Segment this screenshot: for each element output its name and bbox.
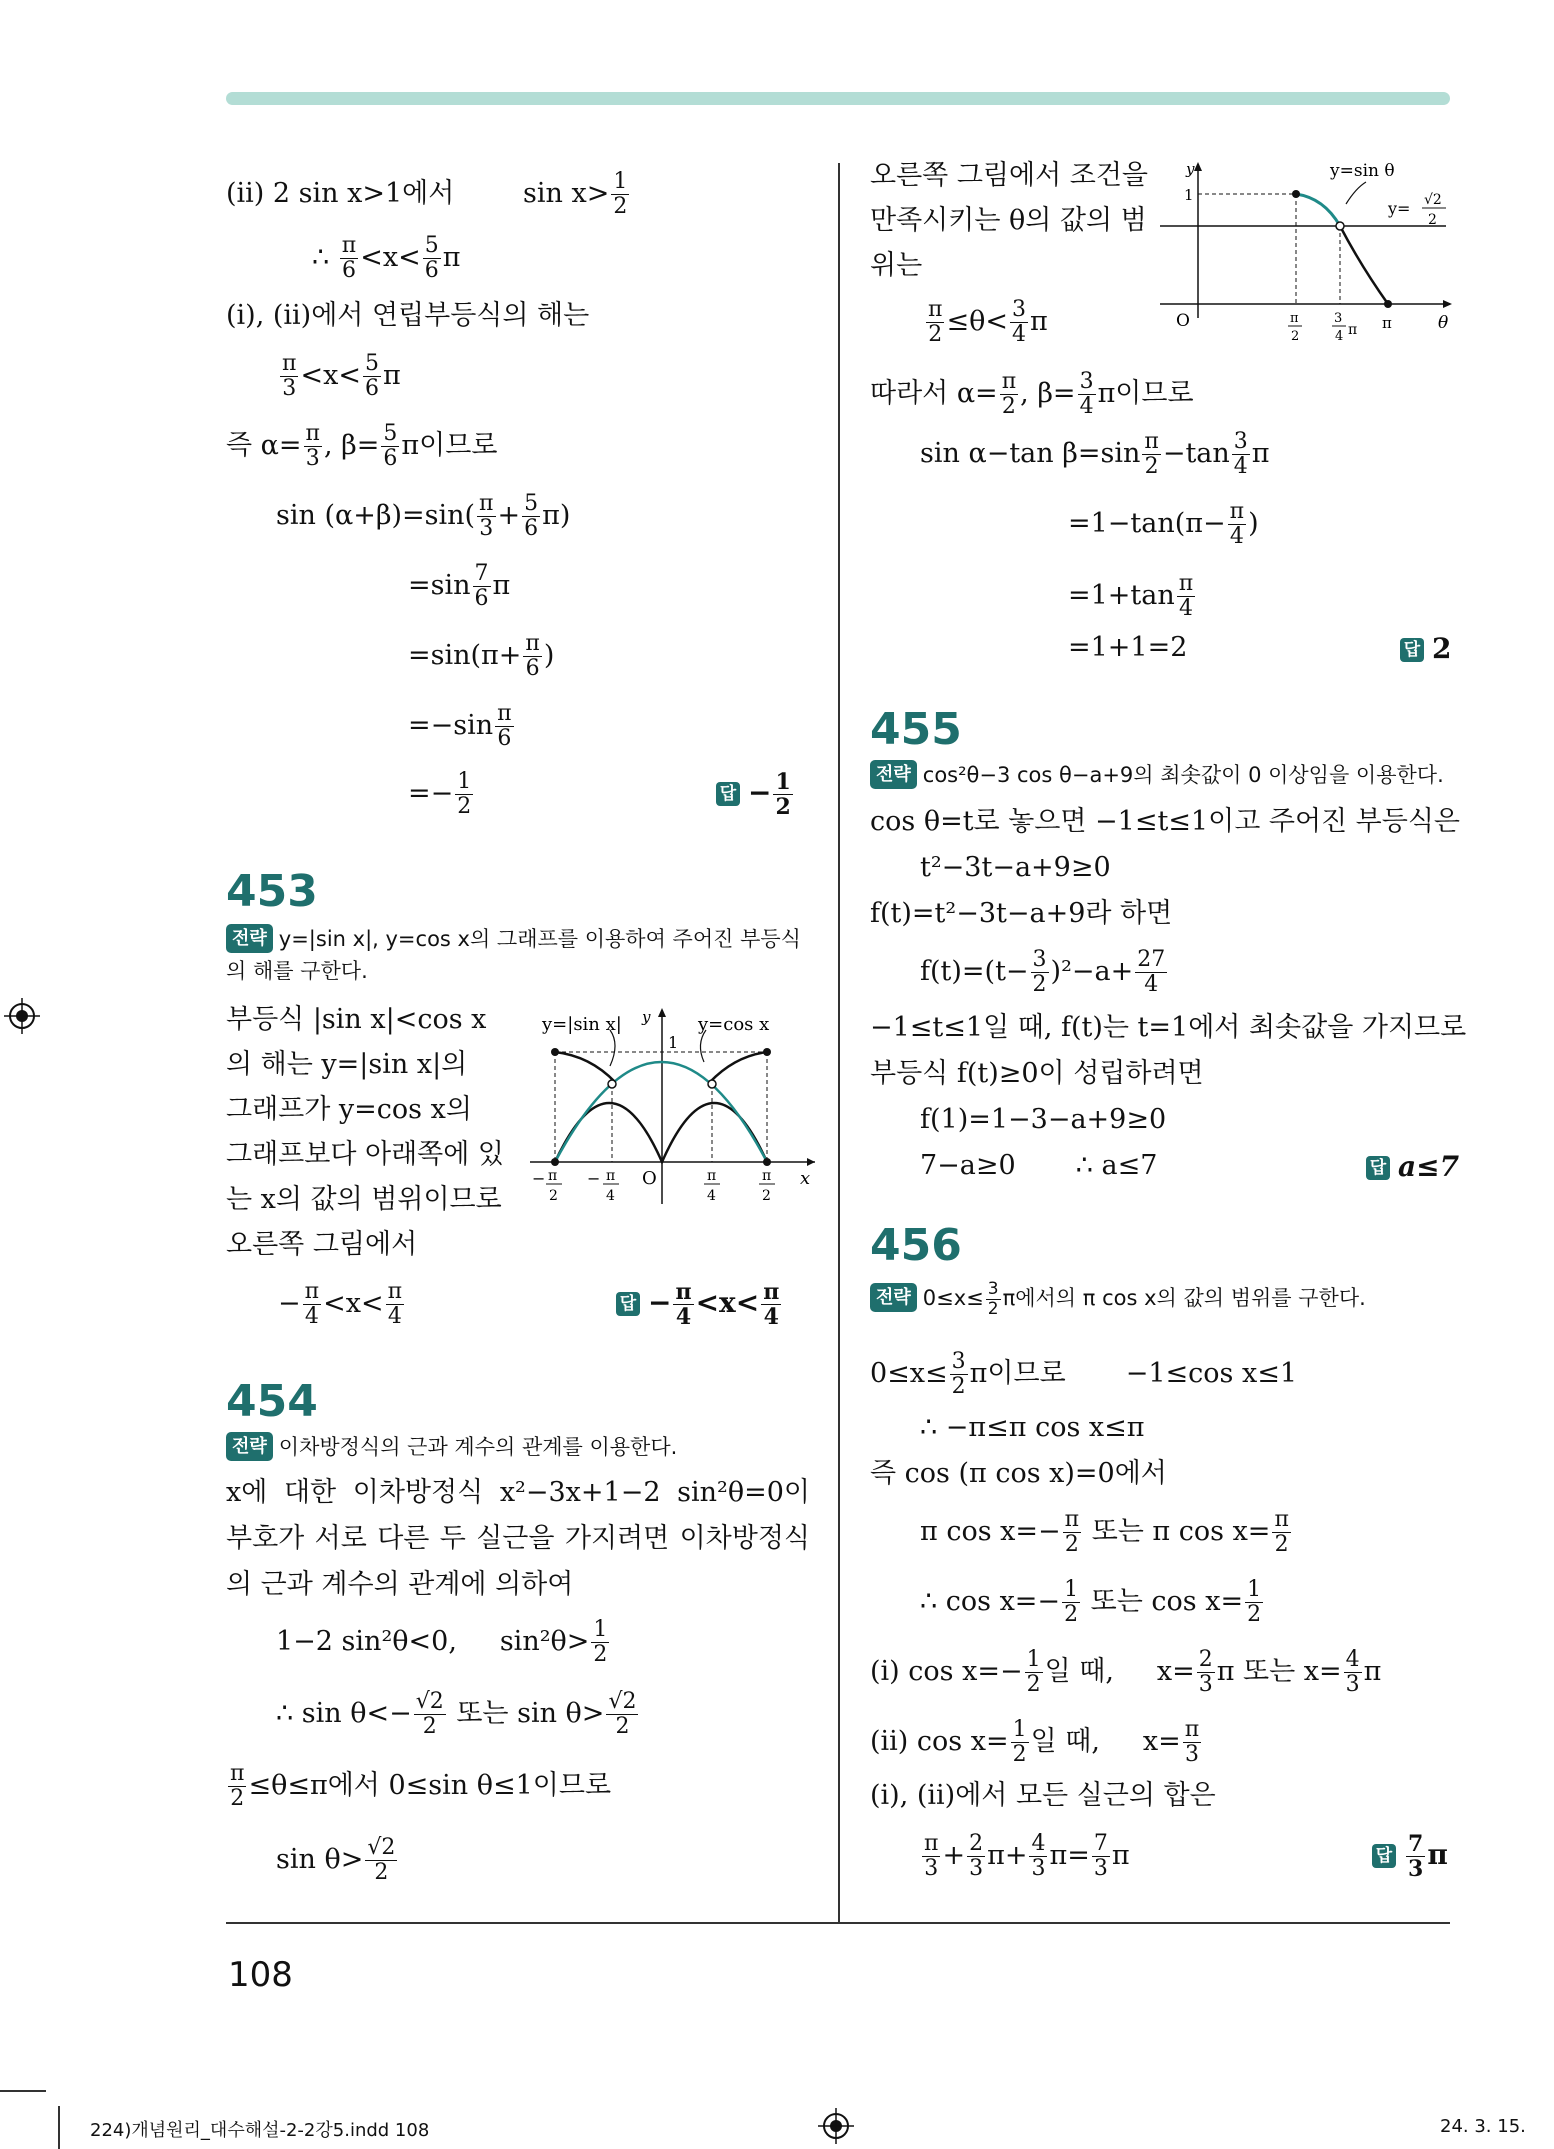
line: (i), (ii)에서 연립부등식의 해는 <box>226 300 590 331</box>
crop-mark <box>0 2090 46 2092</box>
answer: 답 − $\frac{1}{2}$ <box>716 770 795 819</box>
x-axis-arrow-icon <box>1443 300 1452 308</box>
line: ∴ cos x=− $\frac{1}{2}$ 또는 cos x= $\frac{1}{2}$ <box>920 1577 1262 1628</box>
strategy-badge: 전략 <box>870 1283 917 1312</box>
answer: 답 − $\frac{\pi}{4}$ <x< $\frac{\pi}{4}$ <box>616 1280 783 1329</box>
strategy-badge: 전략 <box>226 924 273 953</box>
svg-text:y: y <box>1186 160 1195 178</box>
svg-text:2: 2 <box>1291 329 1300 344</box>
line: $\frac{\pi}{3}$ + $\frac{2}{3}$ π+ $\frac{4}{3}$ π= $\frac{7}{3}$ π <box>924 1831 1130 1882</box>
svg-text:π: π <box>1382 314 1392 332</box>
line: =− $\frac{1}{2}$ <box>408 769 472 820</box>
line: f(t)=(t− $\frac{3}{2}$ )²−a+ $\frac{27}{4}$ <box>920 947 1166 998</box>
page-number: 108 <box>228 1955 293 1995</box>
svg-text:π: π <box>1290 311 1299 326</box>
svg-text:π: π <box>762 1168 772 1184</box>
top-decorative-bar <box>226 92 1450 105</box>
svg-text:π: π <box>707 1168 717 1184</box>
line: 그래프가 y=cos x의 <box>226 1094 472 1125</box>
line: (i) cos x=− $\frac{1}{2}$ 일 때, x= $\frac{2}{3}$ π 또는 x= $\frac{4}{3}$ π <box>870 1647 1382 1698</box>
answer: 답 a≤7 <box>1366 1150 1459 1183</box>
svg-text:2: 2 <box>549 1188 558 1204</box>
line: 그래프보다 아래쪽에 있 <box>226 1139 504 1170</box>
line: −1≤t≤1일 때, f(t)는 t=1에서 최솟값을 가지므로 <box>870 1012 1467 1043</box>
line: $\frac{\pi}{2}$ ≤θ≤π에서 0≤sin θ≤1이므로 <box>230 1761 612 1812</box>
svg-text:−: − <box>587 1169 601 1188</box>
svg-text:y=sin θ: y=sin θ <box>1330 161 1395 181</box>
line: t²−3t−a+9≥0 <box>920 852 1111 883</box>
answer: 답 2 <box>1400 632 1451 665</box>
line: cos θ=t로 놓으면 −1≤t≤1이고 주어진 부등식은 <box>870 806 1461 837</box>
abs-sin-top-left <box>555 1052 615 1082</box>
svg-text:O: O <box>1176 311 1190 331</box>
strategy-hint: 전략 cos²θ−3 cos θ−a+9의 최솟값이 0 이상임을 이용한다. <box>870 760 1450 792</box>
paragraph: x에 대한 이차방정식 x²−3x+1−2 sin²θ=0이 부호가 서로 다른 두 실근을 가지려면 이차방정식의 근과 계수의 관계에 의하여 <box>226 1477 810 1600</box>
line: 0≤x≤ $\frac{3}{2}$ π이므로 −1≤cos x≤1 <box>870 1349 1298 1400</box>
line: $\frac{\pi}{3}$ <x< $\frac{5}{6}$ π <box>282 351 401 402</box>
line: 7−a≥0 ∴ a≤7 <box>920 1150 1158 1181</box>
line: =sin(π+ $\frac{\pi}{6}$ ) <box>408 631 555 682</box>
x-axis-arrow-icon <box>807 1158 815 1166</box>
strategy-badge: 전략 <box>870 760 917 789</box>
line: sin α−tan β=sin $\frac{\pi}{2}$ −tan $\frac{3}{4}$ π <box>920 429 1270 480</box>
svg-text:π: π <box>1348 322 1358 338</box>
line: (ii) 2 sin x>1에서 sin x> $\frac{1}{2}$ <box>226 169 628 220</box>
line: ∴ $\frac{\pi}{6}$ <x< $\frac{5}{6}$ π <box>312 233 461 284</box>
registration-mark-icon <box>4 998 40 1034</box>
svg-text:4: 4 <box>1335 329 1344 344</box>
line: 부등식 f(t)≥0이 성립하려면 <box>870 1058 1204 1089</box>
line: sin θ> $\frac{√2}{2}$ <box>276 1835 396 1886</box>
graph-sin-theta <box>1156 158 1456 358</box>
svg-text:π: π <box>548 1168 558 1184</box>
line: − $\frac{\pi}{4}$ <x< $\frac{\pi}{4}$ <box>278 1279 403 1330</box>
crop-mark <box>58 2106 60 2149</box>
strategy-hint: 전략 y=|sin x|, y=cos x의 그래프를 이용하여 주어진 부등식의 해를 구한다. <box>226 924 810 987</box>
label-origin: O <box>642 1168 657 1189</box>
strategy-badge: 전략 <box>226 1432 273 1461</box>
svg-text:π: π <box>606 1168 616 1184</box>
line: 만족시키는 θ의 값의 범 <box>870 205 1147 236</box>
line: π cos x=− $\frac{\pi}{2}$ 또는 π cos x= $\frac{\pi}{2}$ <box>920 1507 1289 1558</box>
problem-number: 454 <box>226 1376 318 1427</box>
label-x: x <box>800 1168 811 1189</box>
strategy-hint: 전략 이차방정식의 근과 계수의 관계를 이용한다. <box>226 1432 810 1464</box>
bottom-rule <box>226 1922 1450 1924</box>
svg-text:y=: y= <box>1388 199 1411 218</box>
line: ∴ −π≤π cos x≤π <box>920 1412 1145 1443</box>
line: 의 해는 y=|sin x|의 <box>226 1049 468 1080</box>
svg-text:1: 1 <box>1184 186 1194 204</box>
line: 따라서 α= $\frac{\pi}{2}$ , β= $\frac{3}{4}$ π이므로 <box>870 369 1194 420</box>
line: (i), (ii)에서 모든 실근의 합은 <box>870 1780 1216 1811</box>
line: sin (α+β)=sin( $\frac{\pi}{3}$ + $\frac{5}{6}$ π) <box>276 491 571 542</box>
strategy-hint: 전략 0≤x≤ $\frac{3}{2}$ π에서의 π cos x의 값의 범위를 구한다. <box>870 1280 1450 1318</box>
line: =−sin $\frac{\pi}{6}$ <box>408 701 512 752</box>
footer-date: 24. 3. 15. <box>1440 2116 1526 2137</box>
footer-filename: 224)개념원리_대수해설-2-2강5.indd 108 <box>90 2120 430 2141</box>
line: f(1)=1−3−a+9≥0 <box>920 1104 1167 1135</box>
label-y: y <box>642 1008 651 1026</box>
graph-sin-cos <box>530 1004 820 1214</box>
line: ∴ sin θ<− $\frac{√2}{2}$ 또는 sin θ> $\frac{√2}{2}$ <box>276 1689 637 1740</box>
line: $\frac{\pi}{2}$ ≤θ< $\frac{3}{4}$ π <box>928 297 1048 348</box>
svg-text:2: 2 <box>1428 212 1437 228</box>
svg-text:−: − <box>532 1169 546 1188</box>
y-axis-arrow-icon <box>1194 162 1202 171</box>
column-divider <box>838 163 840 1923</box>
line: 즉 α= $\frac{\pi}{3}$ , β= $\frac{5}{6}$ π이므로 <box>226 421 498 472</box>
line: 1−2 sin²θ<0, sin²θ> $\frac{1}{2}$ <box>276 1617 608 1668</box>
svg-text:√2: √2 <box>1424 192 1442 208</box>
problem-number: 456 <box>870 1220 962 1271</box>
line: f(t)=t²−3t−a+9라 하면 <box>870 898 1173 929</box>
svg-text:4: 4 <box>707 1188 716 1204</box>
svg-text:2: 2 <box>762 1188 771 1204</box>
line: 위는 <box>870 250 923 281</box>
line: =1+1=2 <box>1068 632 1188 663</box>
svg-text:θ: θ <box>1438 313 1449 333</box>
problem-number: 455 <box>870 704 962 755</box>
line: =1+tan $\frac{\pi}{4}$ <box>1068 571 1194 622</box>
answer: 답 $\frac{7}{3}$ π <box>1372 1832 1448 1881</box>
cos-curve <box>555 1062 767 1162</box>
line: 오른쪽 그림에서 조건을 <box>870 160 1148 191</box>
line: 는 x의 값의 범위이므로 <box>226 1184 502 1215</box>
registration-mark-bottom-icon <box>818 2108 854 2144</box>
abs-sin-top-right <box>710 1052 767 1082</box>
line: =sin $\frac{7}{6}$ π <box>408 561 511 612</box>
svg-text:4: 4 <box>606 1188 615 1204</box>
line: 부등식 |sin x|<cos x <box>226 1004 487 1035</box>
svg-text:3: 3 <box>1334 311 1343 326</box>
line: 즉 cos (π cos x)=0에서 <box>870 1458 1167 1489</box>
label-cos: y=cos x <box>698 1014 770 1035</box>
label-abs-sin: y=|sin x| <box>542 1014 622 1035</box>
y-axis-arrow-icon <box>658 1008 666 1017</box>
line: (ii) cos x= $\frac{1}{2}$ 일 때, x= $\frac{\pi}{3}$ <box>870 1717 1200 1768</box>
line: =1−tan(π− $\frac{\pi}{4}$ ) <box>1068 499 1259 550</box>
line: 오른쪽 그림에서 <box>226 1229 418 1260</box>
label-one: 1 <box>668 1033 679 1052</box>
problem-number: 453 <box>226 866 318 917</box>
